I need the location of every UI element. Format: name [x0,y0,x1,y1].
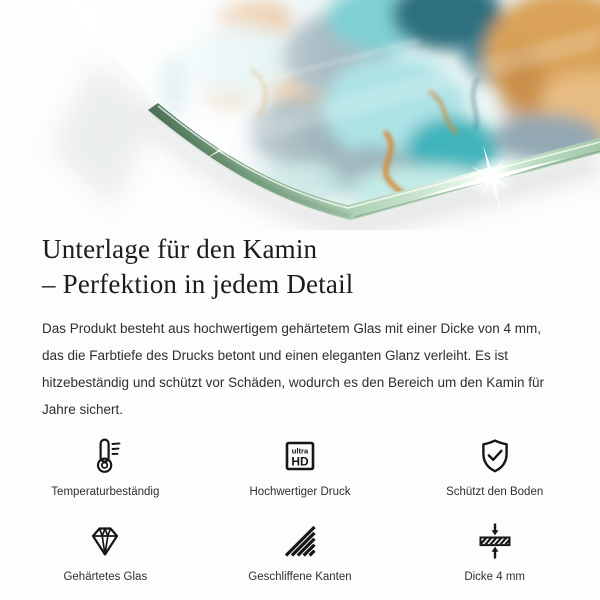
feature-item-floor-protection [397,436,592,499]
feature-label: Dicke 4 mm [464,571,526,583]
feature-item-polished-edges [203,521,398,584]
title-line-2: – Perfektion in jedem Detail [42,269,354,299]
shield-check-icon [475,436,515,476]
feature-label: Gehärtetes Glas [63,571,148,583]
thickness-4mm-icon [475,521,515,561]
polished-edges-icon [280,521,320,561]
feature-item-tempered-glass [8,521,203,584]
feature-label: Schützt den Boden [446,486,544,498]
glass-panel-image [0,0,600,230]
feature-item-print-quality [203,436,398,499]
product-description-text: Das Produkt besteht aus hochwertigem gehärtetem Glas mit einer Dicke von 4 mm, das die Farbtiefe des Drucks betont und einen eleganten Glanz verleiht. Es ist hitzebeständig und schützt vor Schäden, wodurch es den Bereich um den Kamin für Jahre sichert. [42,321,545,417]
ultra-hd-icon [280,436,320,476]
feature-item-thickness [397,521,592,584]
product-image-banner [0,0,600,230]
feature-grid [0,436,600,584]
page-title [42,232,558,302]
feature-label: Geschliffene Kanten [248,571,352,583]
ultra-hd-badge-bottom: HD [291,454,309,469]
diamond-icon [85,521,125,561]
feature-label: Hochwertiger Druck [249,486,351,498]
product-description-section [0,232,600,423]
title-line-1: Unterlage für den Kamin [42,234,318,264]
feature-item-temperature [8,436,203,499]
ultra-hd-badge-top: ultra [291,446,309,456]
feature-label: Temperaturbeständig [51,486,160,498]
thermometer-icon [85,436,125,476]
